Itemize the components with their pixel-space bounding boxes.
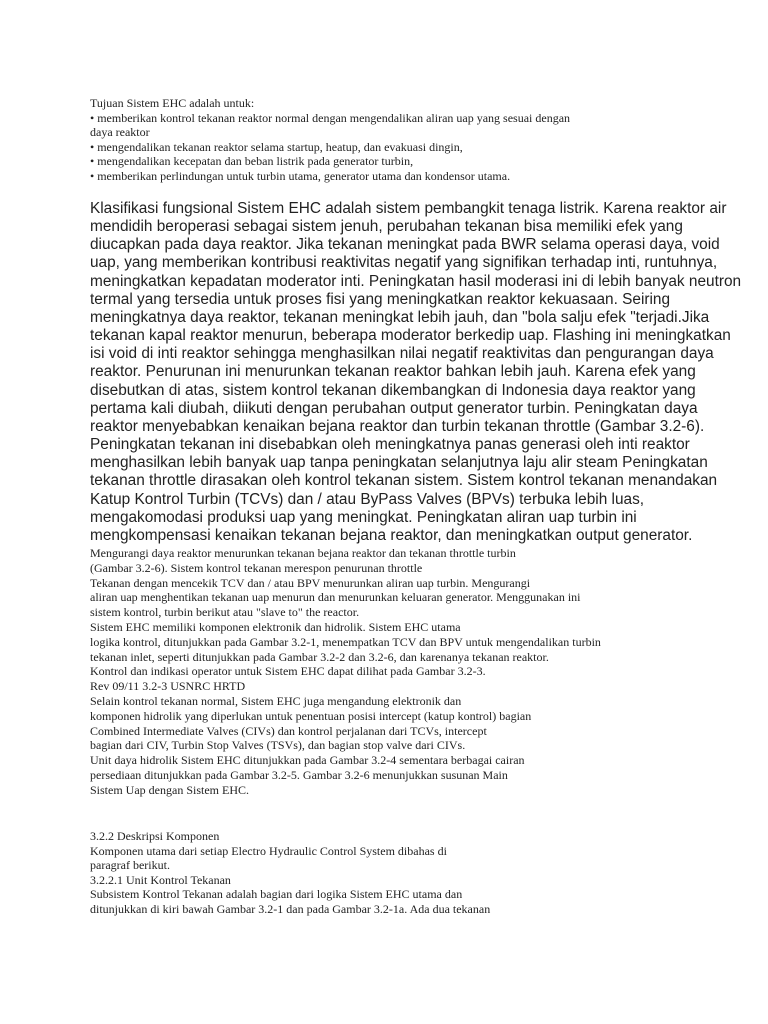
paragraph-line: reaktor menyebabkan kenaikan bejana reaktor dan turbin tekanan throttle (Gambar 3.2-6). [90,417,705,435]
goals-list [90,96,570,184]
paragraph-line: meningkatkan kepadatan moderator inti. Peningkatan hasil moderasi ini di lebih banyak neutron [90,272,742,290]
goal-item: • mengendalikan tekanan reaktor selama startup, heatup, dan evakuasi dingin, [90,139,463,154]
goals-heading: Tujuan Sistem EHC adalah untuk: [90,96,255,110]
paragraph-line: termal yang tersedia untuk proses fisi yang meningkatkan reaktor kekuasaan. Seiring [90,290,671,308]
goal-item: • memberikan kontrol tekanan reaktor normal dengan mengendalikan aliran uap yang sesuai dengan [90,110,571,125]
text-line: Tekanan dengan mencekik TCV dan / atau BPV menurunkan aliran uap turbin. Mengurangi [90,575,531,590]
komponen-section [90,829,490,917]
text-line: Kontrol dan indikasi operator untuk Sistem EHC dapat dilihat pada Gambar 3.2-3. [90,664,486,679]
text-line: Selain kontrol tekanan normal, Sistem EHC juga mengandung elektronik dan [90,693,462,708]
text-line: Subsistem Kontrol Tekanan adalah bagian dari logika Sistem EHC utama dan [90,887,463,902]
text-line: Combined Intermediate Valves (CIVs) dan kontrol perjalanan dari TCVs, intercept [90,723,487,738]
text-line: sistem kontrol, turbin berikut atau "slave to" the reactor. [90,605,360,620]
text-line: Unit daya hidrolik Sistem EHC ditunjukkan pada Gambar 3.2-4 sementara berbagai cairan [90,753,525,768]
goal-item: • memberikan perlindungan untuk turbin utama, generator utama dan kondensor utama. [90,168,511,183]
paragraph-line: pertama kali diubah, diikuti dengan perubahan output generator turbin. Peningkatan daya [90,399,698,417]
paragraph-line: uap, yang memberikan kontribusi reaktivitas negatif yang signifikan terhadap inti, runtuhnya, [90,254,718,272]
text-line: ditunjukkan di kiri bawah Gambar 3.2-1 dan pada Gambar 3.2-1a. Ada dua tekanan [90,901,491,916]
text-line: Sistem EHC memiliki komponen elektronik dan hidrolik. Sistem EHC utama [90,619,461,634]
text-line: persediaan ditunjukkan pada Gambar 3.2-5. Gambar 3.2-6 menunjukkan susunan Main [90,767,508,782]
detail-section [90,546,601,798]
paragraph-line: Katup Kontrol Turbin (TCVs) dan / atau ByPass Valves (BPVs) terbuka lebih luas, [90,490,645,508]
paragraph-line: tekanan throttle dirasakan oleh kontrol tekanan sistem. Sistem kontrol tekanan menandakan [90,472,718,490]
revision-footer: Rev 09/11 3.2-3 USNRC HRTD [90,679,246,694]
paragraph-line: tekanan kapal reaktor menurun, beberapa moderator berkedip uap. Flashing ini meningkatkan [90,327,731,345]
text-line: Komponen utama dari setiap Electro Hydraulic Control System dibahas di [90,843,447,858]
text-line: paragraf berikut. [90,858,170,873]
paragraph-line: mengkompensasi kenaikan tekanan bejana reaktor, dan meningkatkan output generator. [90,526,693,544]
paragraph-line: reaktor. Penurunan ini menurunkan tekanan reaktor bahkan lebih jauh. Karena efek yang [90,363,696,381]
paragraph-line: disebutkan di atas, sistem kontrol tekanan dikembangkan di Indonesia daya reaktor yang [90,381,696,399]
paragraph-line: mengakomodasi produksi uap yang meningkat. Peningkatan aliran uap turbin ini [90,508,637,526]
text-line: logika kontrol, ditunjukkan pada Gambar 3.2-1, menempatkan TCV dan BPV untuk mengendalikan turbin [90,634,601,649]
paragraph-line: mendidih beroperasi sebagai sistem jenuh, perubahan tekanan bisa memiliki efek yang [90,218,683,236]
subsection-heading: 3.2.2.1 Unit Kontrol Tekanan [90,872,231,887]
text-line: komponen hidrolik yang diperlukan untuk penentuan posisi intercept (katup kontrol) bagian [90,708,532,723]
text-line: Sistem Uap dengan Sistem EHC. [90,782,249,797]
text-line: (Gambar 3.2-6). Sistem kontrol tekanan merespon penurunan throttle [90,560,423,575]
text-line: tekanan inlet, seperti ditunjukkan pada Gambar 3.2-2 dan 3.2-6, dan karenanya tekanan reaktor. [90,649,549,664]
text-line: aliran uap menghentikan tekanan uap menurun dan menurunkan keluaran generator. Menggunakan ini [90,590,581,605]
paragraph-line: diucapkan pada daya reaktor. Jika tekanan meningkat pada BWR selama operasi daya, void [90,236,720,254]
paragraph-line: menghasilkan lebih banyak uap tanpa peningkatan selanjutnya laju alir steam Peningkatan [90,454,708,472]
text-line: Mengurangi daya reaktor menurunkan tekanan bejana reaktor dan tekanan throttle turbin [90,546,516,560]
text-line: bagian dari CIV, Turbin Stop Valves (TSVs), dan bagian stop valve dari CIVs. [90,738,466,753]
goal-item-continuation: daya reaktor [90,125,150,140]
paragraph-line: meningkatnya daya reaktor, tekanan meningkat lebih jauh, dan "bola salju efek "terjadi.Jika [90,308,710,326]
paragraph-line: Klasifikasi fungsional Sistem EHC adalah sistem pembangkit tenaga listrik. Karena reaktor air [90,200,727,217]
paragraph-line: Peningkatan tekanan ini disebabkan oleh meningkatnya panas generasi oleh inti reaktor [90,436,690,454]
goal-item: • mengendalikan kecepatan dan beban listrik pada generator turbin, [90,154,414,169]
paragraph-line: isi void di inti reaktor sehingga menghasilkan nilai negatif reaktivitas dan pengurangan daya [90,345,714,363]
section-heading: 3.2.2 Deskripsi Komponen [90,829,220,843]
klasifikasi-paragraph [90,200,741,545]
